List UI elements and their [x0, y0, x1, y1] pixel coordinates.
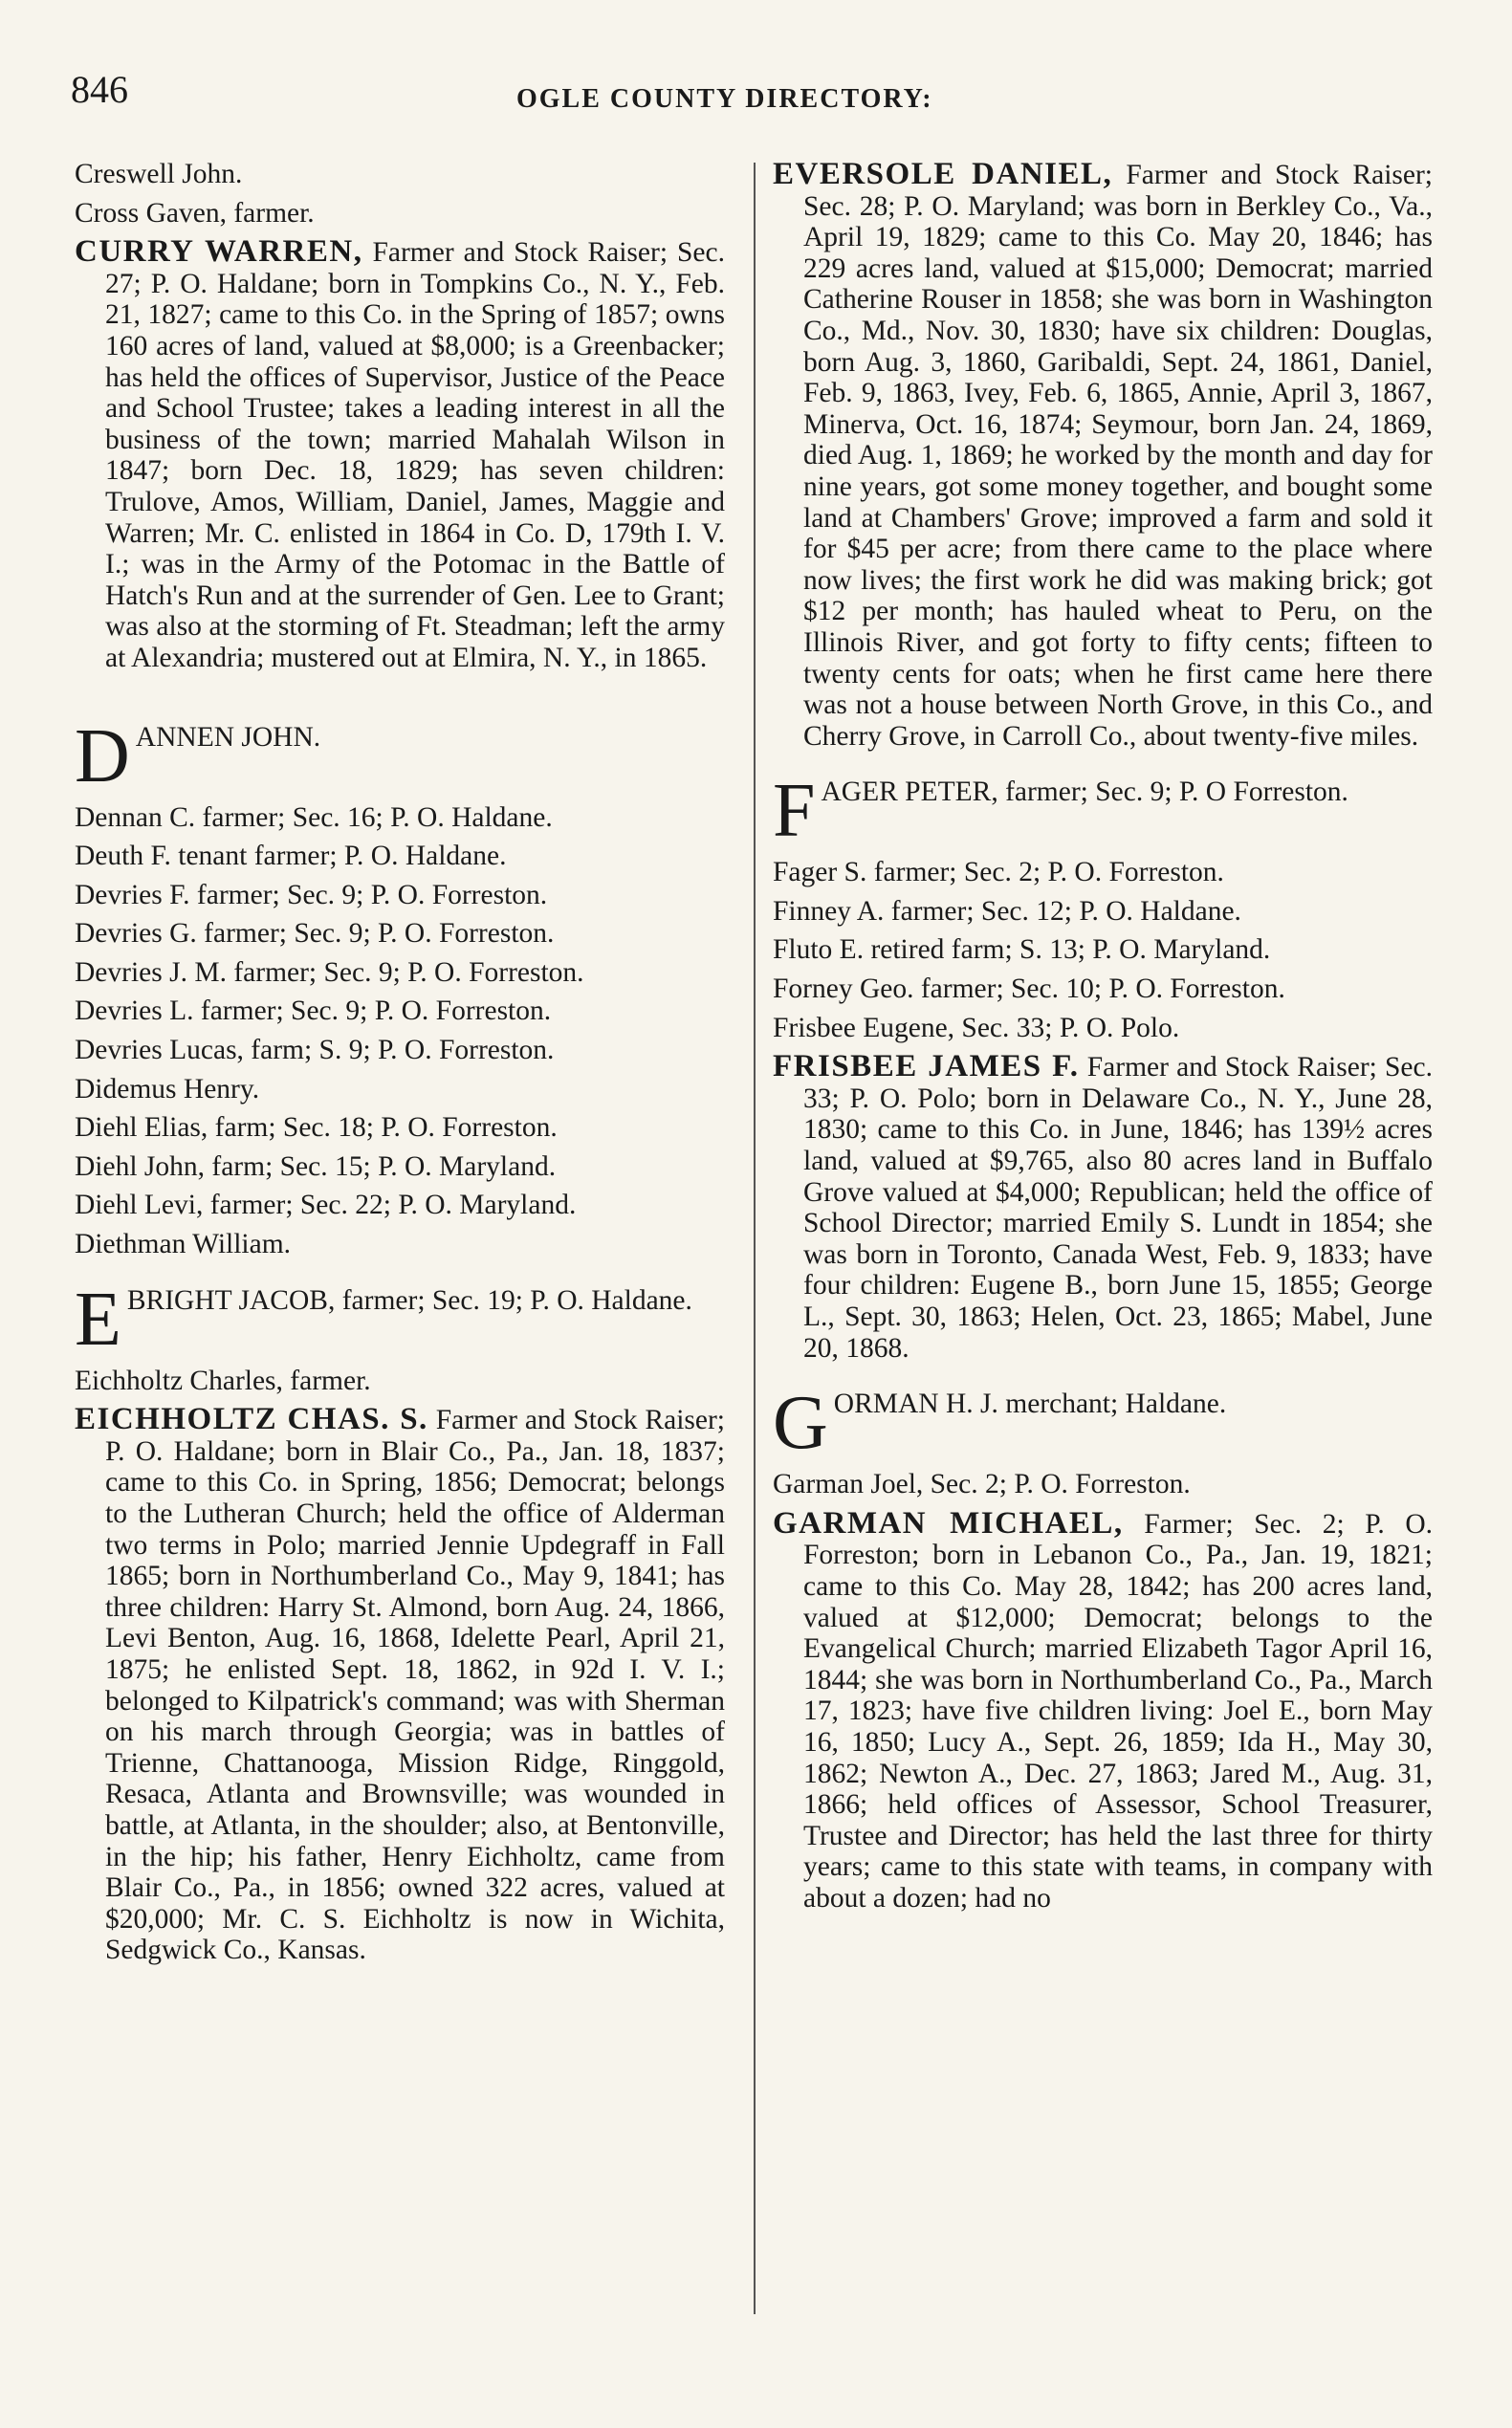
page-number: 846 [71, 68, 128, 111]
list-item: Devries F. farmer; Sec. 9; P. O. Forreston. [75, 879, 548, 910]
dropcap-letter: F [773, 769, 816, 854]
entry-text: ORMAN H. J. merchant; Haldane. [833, 1389, 1227, 1420]
entry-text: Farmer and Stock Raiser; P. O. Haldane; born in Blair Co., Pa., Jan. 18, 1837; came to this Co. in Spring, 1856; Democrat; belongs to the Lutheran Church; held the office of Alderman two terms in Polo; married Jennie Updegraff in Fall 1865; born in Northumberland Co., May 9, 1841; has three children: Harry St. Almond, born Aug. 24, 1866, Levi Benton, Aug. 16, 1868, Idelette Pearl, April 21, 1875; he enlisted Sept. 18, 1862, in 92d I. V. I.; belonged to Kilpatrick's command; was with Sherman on his march through Georgia; was in battles of Trienne, Chattanooga, Mission Ridge, Ringgold, Resaca, Atlanta and Brownsville; was wounded in battle, at Atlanta, in the shoulder; also, at Bentonville, in the hip; his father, Henry Eichholtz, came from Blair Co., Pa., in 1856; owned 322 acres, valued at $20,000; Mr. C. S. Eichholtz is now in Wichita, Sedgwick Co., Kansas. [105, 1405, 725, 1966]
entry-text: ANNEN JOHN. [135, 721, 321, 753]
entry-text: AGER PETER, farmer; Sec. 9; P. O Forreston. [821, 777, 1348, 808]
list-item: Fager S. farmer; Sec. 2; P. O. Forreston. [773, 857, 1224, 888]
entry-garman-michael [773, 1505, 1434, 1914]
entry-text: Farmer and Stock Raiser; Sec. 27; P. O. Haldane; born in Tompkins Co., N. Y., Feb. 21, 1827; came to this Co. in the Spring of 1857; owns 160 acres of land, valued at $8,000; is a Greenbacker; has held the offices of Supervisor, Justice of the Peace and School Trustee; takes a leading interest in all the business of the town; married Mahalah Wilson in 1847; born Dec. 18, 1829; has seven children: Trulove, Amos, William, Daniel, James, Maggie and Warren; Mr. C. enlisted in 1864 in Co. D, 179th I. V. I.; was in the Army of the Potomac in the Battle of Hatch's Run and at the surrender of Gen. Lee to Grant; was also at the storming of Ft. Steadman; left the army at Alexandria; mustered out at Elmira, N. Y., in 1865. [105, 237, 725, 673]
running-head: OGLE COUNTY DIRECTORY: [516, 84, 933, 114]
list-item: Diehl Levi, farmer; Sec. 22; P. O. Maryland. [75, 1190, 577, 1221]
list-item: Didemus Henry. [75, 1073, 260, 1105]
list-item: Devries J. M. farmer; Sec. 9; P. O. Forreston. [75, 956, 584, 988]
list-item: Finney A. farmer; Sec. 12; P. O. Haldane. [773, 895, 1241, 927]
list-item: Deuth F. tenant farmer; P. O. Haldane. [75, 841, 507, 872]
entry-frisbee-james [773, 1051, 1433, 1364]
entry-eichholtz-chas [75, 1404, 725, 1966]
list-item: Diehl Elias, farm; Sec. 18; P. O. Forreston. [75, 1112, 558, 1144]
right-column [773, 159, 1433, 1922]
entry-name: FRISBEE JAMES F. [773, 1049, 1080, 1084]
dropcap-letter: E [75, 1277, 121, 1362]
section-g [773, 1381, 1433, 1466]
entry-text: Farmer and Stock Raiser; Sec. 28; P. O. Maryland; was born in Berkley Co., Va., April 19, 1829; came to this Co. May 20, 1846; has 229 acres land, valued at $15,000; Democrat; married Catherine Rouser in 1858; she was born in Washington Co., Md., Nov. 30, 1830; have six children: Douglas, born Aug. 3, 1860, Garibaldi, Sept. 24, 1861, Daniel, Feb. 9, 1863, Ivey, Feb. 6, 1865, Annie, April 3, 1867, Minerva, Oct. 16, 1874; Seymour, born Jan. 24, 1869, died Aug. 1, 1869; he worked by the month and day for nine years, got some money together, and bought some land at Chambers' Grove; improved a farm and sold it for $45 per acre; from there came to the place where now lives; the first work he did was making brick; got $12 per month; has hauled wheat to Peru, on the Illinois River, and got forty to fifty cents; fifteen to twenty cents for oats; when he first came here there was not a house between North Grove, in this Co., and Cherry Grove, in Carroll Co., about twenty-five miles. [803, 160, 1433, 752]
section-f [773, 769, 1433, 854]
left-column [75, 159, 725, 1974]
entry-eversole-daniel [773, 159, 1433, 752]
list-item: Forney Geo. farmer; Sec. 10; P. O. Forreston. [773, 973, 1285, 1005]
list-item: Devries Lucas, farm; S. 9; P. O. Forreston. [75, 1035, 555, 1066]
list-item: Devries G. farmer; Sec. 9; P. O. Forreston. [75, 918, 555, 950]
list-item: Diehl John, farm; Sec. 15; P. O. Maryland. [75, 1150, 557, 1182]
section-d [75, 713, 725, 798]
column-divider [754, 163, 756, 2314]
list-item: Garman Joel, Sec. 2; P. O. Forreston. [773, 1469, 1191, 1500]
entry-cross: Cross Gaven, farmer. [75, 197, 315, 229]
list-item: Frisbee Eugene, Sec. 33; P. O. Polo. [773, 1012, 1180, 1043]
entry-text: BRIGHT JACOB, farmer; Sec. 19; P. O. Haldane. [126, 1284, 692, 1316]
entry-text: Farmer; Sec. 2; P. O. Forreston; born in Lebanon Co., Pa., Jan. 19, 1821; came to this Co. May 28, 1842; has 200 acres land, valued at $12,000; Democrat; belongs to the Evangelical Church; married Elizabeth Tagor April 16, 1844; she was born in Northumberland Co., Pa., March 17, 1823; have five children living: Joel E., born May 16, 1850; Lucy A., Sept. 26, 1859; Ida H., May 30, 1862; Newton A., Dec. 27, 1863; Jared M., Aug. 31, 1866; held offices of Assessor, School Treasurer, Trustee and Director; has held the last three for thirty years; came to this state with teams, in company with about a dozen; had no [803, 1508, 1434, 1914]
entry-creswell: Creswell John. [75, 159, 243, 189]
list-item: Diethman William. [75, 1229, 292, 1260]
entry-name: EVERSOLE DANIEL, [773, 157, 1113, 191]
entry-name: GARMAN MICHAEL, [773, 1505, 1124, 1541]
list-item: Eichholtz Charles, farmer. [75, 1365, 371, 1396]
entry-text: Farmer and Stock Raiser; Sec. 33; P. O. Polo; born in Delaware Co., N. Y., June 28, 1830; came to this Co. in June, 1846; has 139½ acres land, valued at $9,765, also 80 acres land in Buffalo Grove valued at $4,000; Republican; held the office of School Director; married Emily S. Lundt in 1854; she was born in Toronto, Canada West, Feb. 9, 1833; have four children: Eugene B., born June 15, 1855; George L., Sept. 30, 1863; Helen, Oct. 23, 1865; Mabel, June 20, 1868. [803, 1052, 1433, 1364]
section-e [75, 1277, 725, 1362]
entry-name: CURRY WARREN, [75, 234, 363, 270]
entry-curry-warren [75, 236, 725, 673]
list-item: Dennan C. farmer; Sec. 16; P. O. Haldane. [75, 801, 553, 833]
entry-name: EICHHOLTZ CHAS. S. [75, 1402, 428, 1437]
list-item: Fluto E. retired farm; S. 13; P. O. Maryland. [773, 934, 1271, 966]
dropcap-letter: D [75, 713, 130, 798]
list-item: Devries L. farmer; Sec. 9; P. O. Forreston. [75, 995, 552, 1027]
dropcap-letter: G [773, 1381, 828, 1466]
